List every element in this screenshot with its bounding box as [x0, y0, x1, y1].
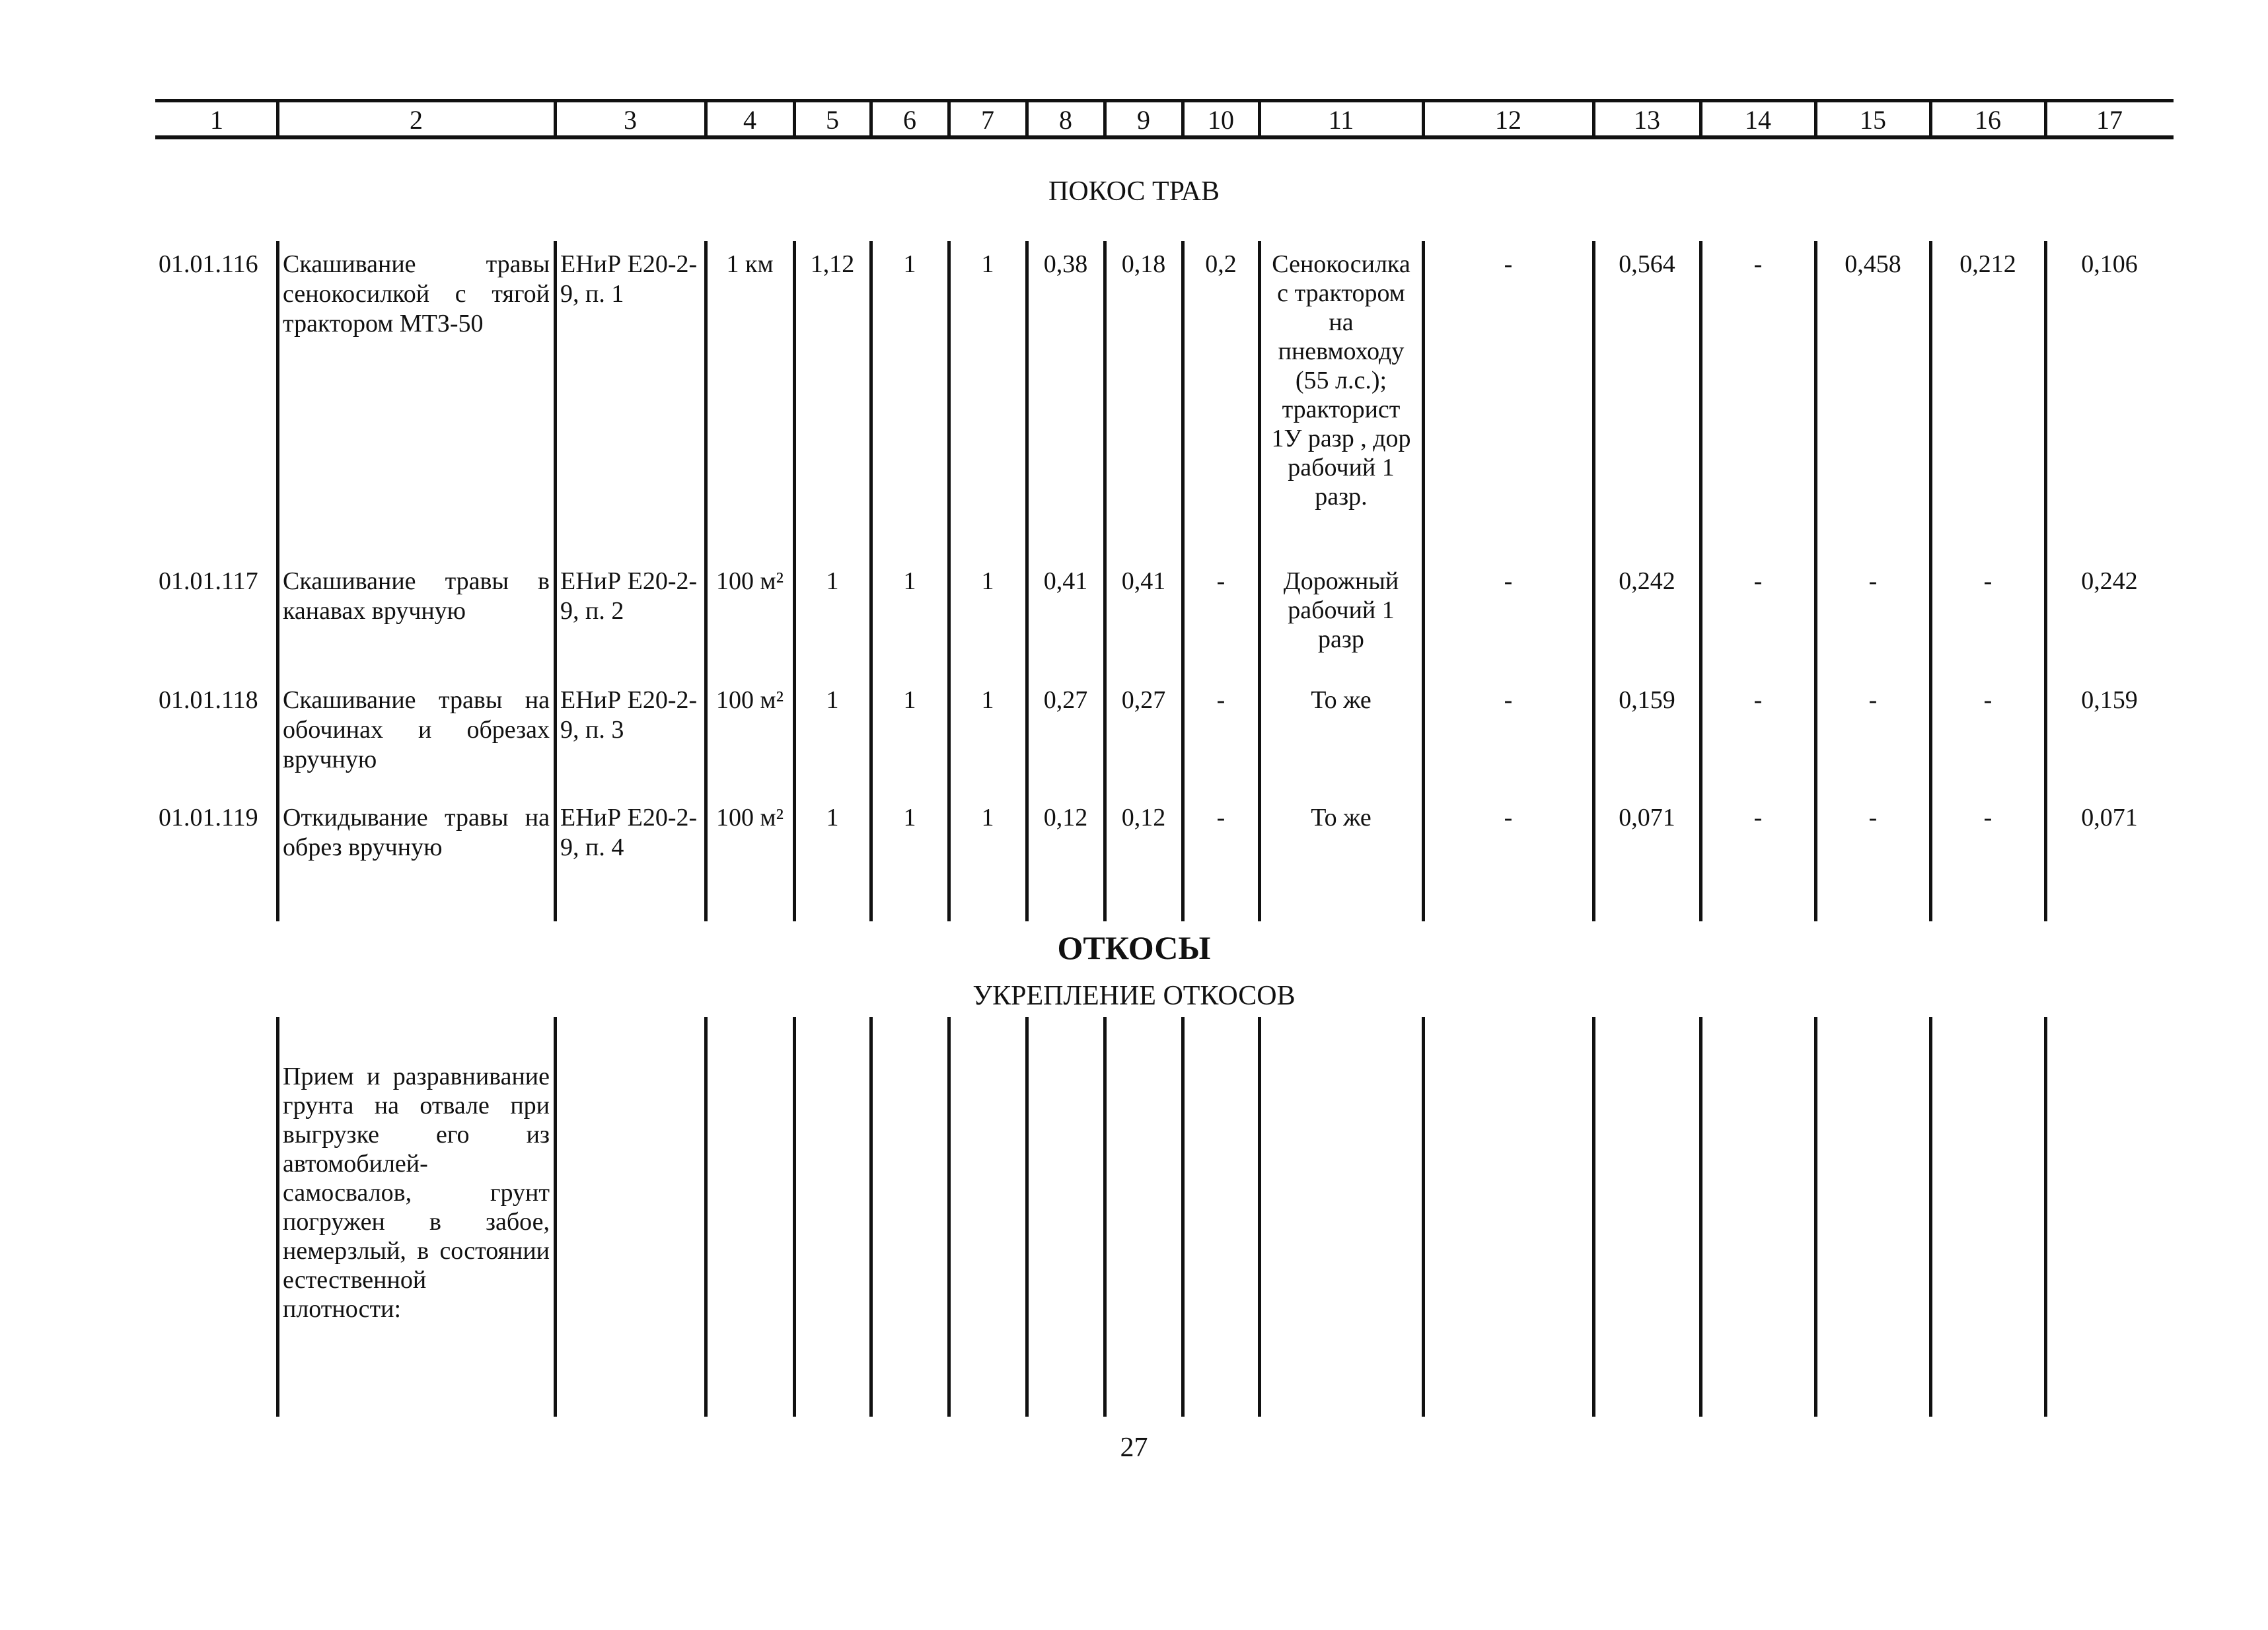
row-col15: -: [1868, 804, 1878, 832]
row-norm-ref: ЕНиР Е20-2-9, п. 2: [560, 567, 698, 625]
header-col-6: 6: [903, 105, 916, 135]
column-line: [793, 1017, 796, 1417]
header-separator: [947, 99, 951, 139]
header-separator: [554, 99, 557, 139]
header-separator: [1258, 99, 1261, 139]
row-col9: 0,12: [1121, 804, 1166, 832]
column-line: [1103, 1017, 1107, 1417]
header-separator: [2044, 99, 2047, 139]
row-col14: -: [1753, 804, 1763, 832]
row-col10: -: [1216, 804, 1225, 832]
header-col-17: 17: [2096, 105, 2123, 135]
row-col5: 1: [826, 567, 839, 595]
row-code: 01.01.119: [159, 804, 258, 832]
row-col17: 0,071: [2081, 804, 2138, 832]
row-col5: 1: [826, 804, 839, 832]
row-col17: 0,242: [2081, 567, 2138, 595]
row-col15: -: [1868, 686, 1878, 714]
header-separator: [1422, 99, 1425, 139]
row-col14: -: [1753, 567, 1763, 595]
row-col15: 0,458: [1845, 250, 1901, 278]
header-col-8: 8: [1059, 105, 1072, 135]
column-line: [704, 1017, 708, 1417]
row-col16: -: [1983, 686, 1993, 714]
row-col5: 1,12: [810, 250, 855, 278]
row-name: Скашивание травы на обочинах и обрезах вручную: [283, 686, 550, 773]
section-title-otkosy: ОТКОСЫ: [1057, 929, 1211, 966]
row-col8: 0,12: [1043, 804, 1088, 832]
row-machines-crew: Сенокосилка с трактором на пневмоходу (55 л.с.); тракторист 1У разр , дор рабочий 1 разр.: [1271, 250, 1411, 511]
row-col8: 0,27: [1043, 686, 1088, 714]
row-col6: 1: [903, 250, 916, 278]
header-separator: [704, 99, 708, 139]
row-col7: 1: [981, 567, 994, 595]
row-col12: -: [1504, 686, 1513, 714]
header-col-2: 2: [410, 105, 423, 135]
section-subtitle-ukreplenie: УКРЕПЛЕНИЕ ОТКОСОВ: [972, 981, 1296, 1011]
header-separator: [1929, 99, 1932, 139]
row-machines-crew: То же: [1311, 686, 1372, 714]
row-code: 01.01.117: [159, 567, 258, 595]
row-unit: 100 м²: [716, 686, 784, 714]
row-name: Скашивание травы в канавах вручную: [283, 567, 550, 625]
row-col16: 0,212: [1959, 250, 2016, 278]
row-norm-ref: ЕНиР Е20-2-9, п. 3: [560, 686, 698, 744]
page-number: 27: [1120, 1433, 1148, 1463]
row-col6: 1: [903, 804, 916, 832]
row-col13: 0,564: [1619, 250, 1675, 278]
row-col14: -: [1753, 686, 1763, 714]
row-col16: -: [1983, 804, 1993, 832]
column-line: [947, 1017, 951, 1417]
column-line: [869, 1017, 873, 1417]
row-name: Скашивание травы сенокосилкой с тягой трактором МТЗ-50: [283, 250, 550, 337]
row-col8: 0,41: [1043, 567, 1088, 595]
header-col-3: 3: [624, 105, 637, 135]
header-col-12: 12: [1495, 105, 1521, 135]
row-col6: 1: [903, 567, 916, 595]
row-col13: 0,159: [1619, 686, 1675, 714]
header-col-1: 1: [210, 105, 223, 135]
header-separator: [1181, 99, 1185, 139]
row-col9: 0,27: [1121, 686, 1166, 714]
column-line: [1422, 1017, 1425, 1417]
header-separator: [1814, 99, 1817, 139]
section-title-pokos: ПОКОС ТРАВ: [1048, 176, 1220, 207]
header-separator: [276, 99, 279, 139]
row-col13: 0,071: [1619, 804, 1675, 832]
header-col-7: 7: [981, 105, 994, 135]
header-top-rule: [155, 99, 2174, 102]
header-separator: [793, 99, 796, 139]
column-line: [1592, 1017, 1595, 1417]
row-col14: -: [1753, 250, 1763, 278]
row-col9: 0,41: [1121, 567, 1166, 595]
row-col7: 1: [981, 804, 994, 832]
header-col-9: 9: [1137, 105, 1150, 135]
row-col10: -: [1216, 686, 1225, 714]
row-norm-ref: ЕНиР Е20-2-9, п. 1: [560, 250, 698, 308]
row-col7: 1: [981, 250, 994, 278]
column-line: [2044, 1017, 2047, 1417]
row-col12: -: [1504, 804, 1513, 832]
row-unit: 100 м²: [716, 804, 784, 832]
header-col-16: 16: [1975, 105, 2001, 135]
row-unit: 100 м²: [716, 567, 784, 595]
row-col9: 0,18: [1121, 250, 1166, 278]
header-separator: [1025, 99, 1029, 139]
header-col-5: 5: [826, 105, 839, 135]
row-col10: -: [1216, 567, 1225, 595]
column-line: [1929, 1017, 1932, 1417]
row-name: Откидывание травы на обрез вручную: [283, 804, 550, 861]
row-col7: 1: [981, 686, 994, 714]
header-separator: [1699, 99, 1702, 139]
header-separator: [1592, 99, 1595, 139]
row-col10: 0,2: [1205, 250, 1237, 278]
header-separator: [1103, 99, 1107, 139]
row-unit: 1 км: [726, 250, 774, 278]
row-col12: -: [1504, 567, 1513, 595]
row-machines-crew: Дорожный рабочий 1 разр: [1283, 567, 1399, 653]
row-col17: 0,159: [2081, 686, 2138, 714]
header-col-10: 10: [1208, 105, 1234, 135]
row-machines-crew: То же: [1311, 804, 1372, 832]
row-code: 01.01.116: [159, 250, 258, 278]
row-col17: 0,106: [2081, 250, 2138, 278]
header-col-13: 13: [1634, 105, 1660, 135]
row-col16: -: [1983, 567, 1993, 595]
row-col6: 1: [903, 686, 916, 714]
column-line: [1814, 1017, 1817, 1417]
row-norm-ref: ЕНиР Е20-2-9, п. 4: [560, 804, 698, 861]
row-col8: 0,38: [1043, 250, 1088, 278]
column-line: [1699, 1017, 1702, 1417]
row-col13: 0,242: [1619, 567, 1675, 595]
row-col15: -: [1868, 567, 1878, 595]
header-col-14: 14: [1745, 105, 1771, 135]
header-col-4: 4: [743, 105, 756, 135]
row-code: 01.01.118: [159, 686, 258, 714]
row-col12: -: [1504, 250, 1513, 278]
column-line: [1181, 1017, 1185, 1417]
header-separator: [869, 99, 873, 139]
priem-grunta-description: Прием и разравнивание грунта на отвале при выгрузке его из автомобилей-самосвалов, грунт погружен в забое, немерзлый, в состоянии естественной плотности:: [283, 1063, 550, 1323]
column-line: [1258, 1017, 1261, 1417]
header-col-11: 11: [1328, 105, 1354, 135]
header-col-15: 15: [1860, 105, 1886, 135]
row-col5: 1: [826, 686, 839, 714]
column-line: [1025, 1017, 1029, 1417]
